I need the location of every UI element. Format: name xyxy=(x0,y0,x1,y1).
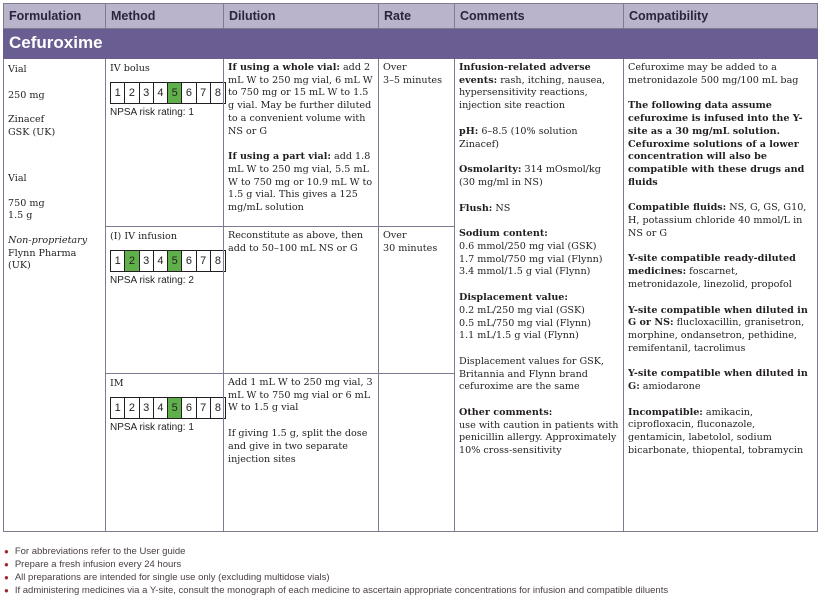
comment-displacement-note: Displacement values for GSK, Britannia and Flynn brand cefuroxime are the same xyxy=(459,355,604,393)
risk-level-8: 8 xyxy=(214,87,221,99)
npsa-label: NPSA risk rating: xyxy=(110,422,189,433)
comment-flush-text: NS xyxy=(492,202,511,214)
formulation-brand-1: Zinacef xyxy=(8,114,45,126)
dilution-cell-iv-bolus xyxy=(224,59,379,227)
risk-level-3: 3 xyxy=(140,251,154,271)
formulation-cell xyxy=(4,59,106,532)
method-cell-im xyxy=(106,374,224,532)
rate-line: Over xyxy=(383,62,407,73)
monograph-table xyxy=(3,3,818,532)
comment-displacement-line: 0.5 mL/750 mg vial (Flynn) xyxy=(459,317,591,329)
comment-other-label: Other comments: xyxy=(459,407,553,419)
monograph xyxy=(3,3,817,532)
comments-cell xyxy=(455,59,624,532)
risk-rating-scale xyxy=(110,397,226,419)
method-name: IM xyxy=(110,378,124,389)
comment-displacement-line: 0.2 mL/250 mg vial (GSK) xyxy=(459,304,585,316)
risk-level-4: 4 xyxy=(154,398,168,418)
compat-incompatible-text: amikacin, ciprofloxacin, fluconazole, gentamicin, labetolol, sodium bicarbonate, thiopental, tobramycin xyxy=(628,406,804,456)
header-compatibility: Compatibility xyxy=(624,4,818,29)
rate-line: Over xyxy=(383,230,407,241)
compat-g-label: Y-site compatible when diluted in G: xyxy=(628,368,808,393)
comment-sodium-line: 3.4 mmol/1.5 g vial (Flynn) xyxy=(459,266,591,278)
dilution-cell-iv-infusion xyxy=(224,227,379,374)
compat-g-text: amiodarone xyxy=(639,381,701,393)
header-method: Method xyxy=(106,4,224,29)
header-comments: Comments xyxy=(455,4,624,29)
compat-g-ns-label: Y-site compatible when diluted in G or NS: xyxy=(628,304,808,329)
comment-adverse-text: rash, itching, nausea, hypersensitivity reactions, injection site reaction xyxy=(459,74,606,112)
npsa-risk-rating xyxy=(110,275,219,286)
footnote-text: Prepare a fresh infusion every 24 hours xyxy=(14,559,182,571)
dilution-heading: If using a whole vial: xyxy=(228,62,340,73)
risk-level-6: 6 xyxy=(182,251,196,271)
compat-ready-text: foscarnet, metronidazole, linezolid, propofol xyxy=(628,266,792,290)
bullet-icon: ● xyxy=(4,547,9,556)
npsa-value: 1 xyxy=(188,422,194,433)
footnotes xyxy=(4,545,668,597)
formulation-dose-2a: 750 mg xyxy=(8,197,45,209)
rate-line: 30 minutes xyxy=(383,242,438,254)
risk-level-7: 7 xyxy=(197,398,211,418)
compat-intro: Cefuroxime may be added to a metronidazole 500 mg/100 mL bag xyxy=(628,62,799,86)
risk-level-8: 8 xyxy=(214,255,221,267)
risk-rating-scale xyxy=(110,82,226,104)
dilution-text: add 1.8 mL W to 250 mg vial, 5.5 mL W to 750 mg or 10.9 mL W to 1.5 g vial. This gives a 125 mg/mL solution xyxy=(228,151,373,214)
comment-ph-text: 6–8.5 (10% solution Zinacef) xyxy=(459,125,578,150)
npsa-value: 2 xyxy=(188,275,194,286)
risk-rating-scale xyxy=(110,250,226,272)
dilution-heading: If using a part vial: xyxy=(228,151,331,163)
compat-incompatible-label: Incompatible: xyxy=(628,406,703,418)
formulation-dose-1: 250 mg xyxy=(8,89,45,101)
risk-level-2: 2 xyxy=(125,251,139,271)
dilution-text: Add 1 mL W to 250 mg vial, 3 mL W to 750 mg vial or 6 mL W to 1.5 g vial xyxy=(228,377,373,414)
drug-title: Cefuroxime xyxy=(4,29,818,59)
rate-cell-im xyxy=(379,374,455,532)
footnote xyxy=(4,558,668,571)
bullet-icon: ● xyxy=(4,573,9,583)
npsa-risk-rating xyxy=(110,422,219,433)
method-name: (I) IV infusion xyxy=(110,231,178,242)
method-name: IV bolus xyxy=(110,63,150,74)
risk-level-7: 7 xyxy=(197,83,211,103)
npsa-label: NPSA risk rating: xyxy=(110,107,189,118)
formulation-type-2: Non-proprietary xyxy=(8,234,88,246)
header-rate: Rate xyxy=(379,4,455,29)
risk-level-8: 8 xyxy=(214,402,221,414)
risk-level-1: 1 xyxy=(111,251,125,271)
comment-osmolarity-text: 314 mOsmol/kg (30 mg/ml in NS) xyxy=(459,164,601,188)
footnote-text: If administering medicines via a Y-site, consult the monograph of each medicine to ascertain appropriate concentrations for infusion and compatible diluents xyxy=(14,585,669,597)
risk-level-1: 1 xyxy=(111,83,125,103)
compat-ready-label: Y-site compatible ready-diluted medicines: xyxy=(628,253,796,278)
comment-sodium-line: 0.6 mmol/250 mg vial (GSK) xyxy=(459,241,597,253)
comment-flush-label: Flush: xyxy=(459,202,493,214)
header-dilution: Dilution xyxy=(224,4,379,29)
bullet-icon: ● xyxy=(4,560,9,570)
risk-level-2: 2 xyxy=(125,83,139,103)
npsa-risk-rating xyxy=(110,107,219,118)
bullet-icon: ● xyxy=(4,586,9,596)
npsa-label: NPSA risk rating: xyxy=(110,275,189,286)
comment-displacement-label: Displacement value: xyxy=(459,292,568,304)
header-row xyxy=(4,4,818,29)
footnote xyxy=(4,584,668,597)
drug-title-row xyxy=(4,29,818,59)
rate-cell-iv-infusion xyxy=(379,227,455,374)
risk-level-3: 3 xyxy=(140,398,154,418)
risk-level-5: 5 xyxy=(168,398,182,418)
dilution-cell-im xyxy=(224,374,379,532)
compat-g-ns-text: flucloxacillin, granisetron, morphine, ondansetron, pethidine, remifentanil, tacrolimus xyxy=(628,317,805,354)
compat-fluids-text: NS, G, GS, G10, H, potassium chloride 40 mmol/L in NS or G xyxy=(628,202,807,239)
method-cell-iv-infusion xyxy=(106,227,224,374)
formulation-vial-2: Vial xyxy=(8,172,27,184)
risk-level-6: 6 xyxy=(182,83,196,103)
rate-cell-iv-bolus xyxy=(379,59,455,227)
footnote-text: For abbreviations refer to the User guide xyxy=(14,546,186,557)
comment-osmolarity-label: Osmolarity: xyxy=(459,164,522,176)
risk-level-5: 5 xyxy=(168,83,182,103)
comment-displacement-line: 1.1 mL/1.5 g vial (Flynn) xyxy=(459,330,579,342)
npsa-value: 1 xyxy=(188,107,194,118)
dilution-text: add 2 mL W to 250 mg vial, 6 mL W to 750 mg or 15 mL W to 1.5 g vial. May be further diluted to a convenient volume with NS or G xyxy=(228,62,373,137)
header-formulation: Formulation xyxy=(4,4,106,29)
compat-ysite-note: The following data assume cefuroxime is infused into the Y-site as a 30 mg/mL solution. Cefuroxime solutions of a lower concentration will also be compatible with these drugs and fluids xyxy=(628,100,805,188)
risk-level-4: 4 xyxy=(154,251,168,271)
comment-sodium-line: 1.7 mmol/750 mg vial (Flynn) xyxy=(459,253,603,265)
footnote-text: All preparations are intended for single use only (excluding multidose vials) xyxy=(14,572,330,584)
formulation-maker-2: Flynn Pharma (UK) xyxy=(8,247,77,272)
comment-other-text: use with caution in patients with penicillin allergy. Approximately 10% cross-sensitivity xyxy=(459,419,619,457)
risk-level-2: 2 xyxy=(125,398,139,418)
method-cell-iv-bolus xyxy=(106,59,224,227)
dilution-text: Reconstitute as above, then add to 50–100 mL NS or G xyxy=(228,230,364,254)
risk-level-4: 4 xyxy=(154,83,168,103)
rate-line: 3–5 minutes xyxy=(383,74,443,86)
comment-sodium-label: Sodium content: xyxy=(459,228,548,240)
compat-fluids-label: Compatible fluids: xyxy=(628,202,727,214)
risk-level-7: 7 xyxy=(197,251,211,271)
formulation-vial-1: Vial xyxy=(8,64,27,75)
comment-ph-label: pH: xyxy=(459,125,479,137)
risk-level-6: 6 xyxy=(182,398,196,418)
method-row-iv-bolus xyxy=(4,59,818,227)
risk-level-1: 1 xyxy=(111,398,125,418)
dilution-text: If giving 1.5 g, split the dose and give in two separate injection sites xyxy=(228,428,368,465)
footnote xyxy=(4,545,668,558)
footnote xyxy=(4,571,668,584)
formulation-dose-2b: 1.5 g xyxy=(8,210,33,222)
compatibility-cell xyxy=(624,59,818,532)
formulation-maker-1: GSK (UK) xyxy=(8,127,56,139)
comment-adverse-label: Infusion-related adverse events: xyxy=(459,62,591,86)
risk-level-3: 3 xyxy=(140,83,154,103)
risk-level-5: 5 xyxy=(168,251,182,271)
